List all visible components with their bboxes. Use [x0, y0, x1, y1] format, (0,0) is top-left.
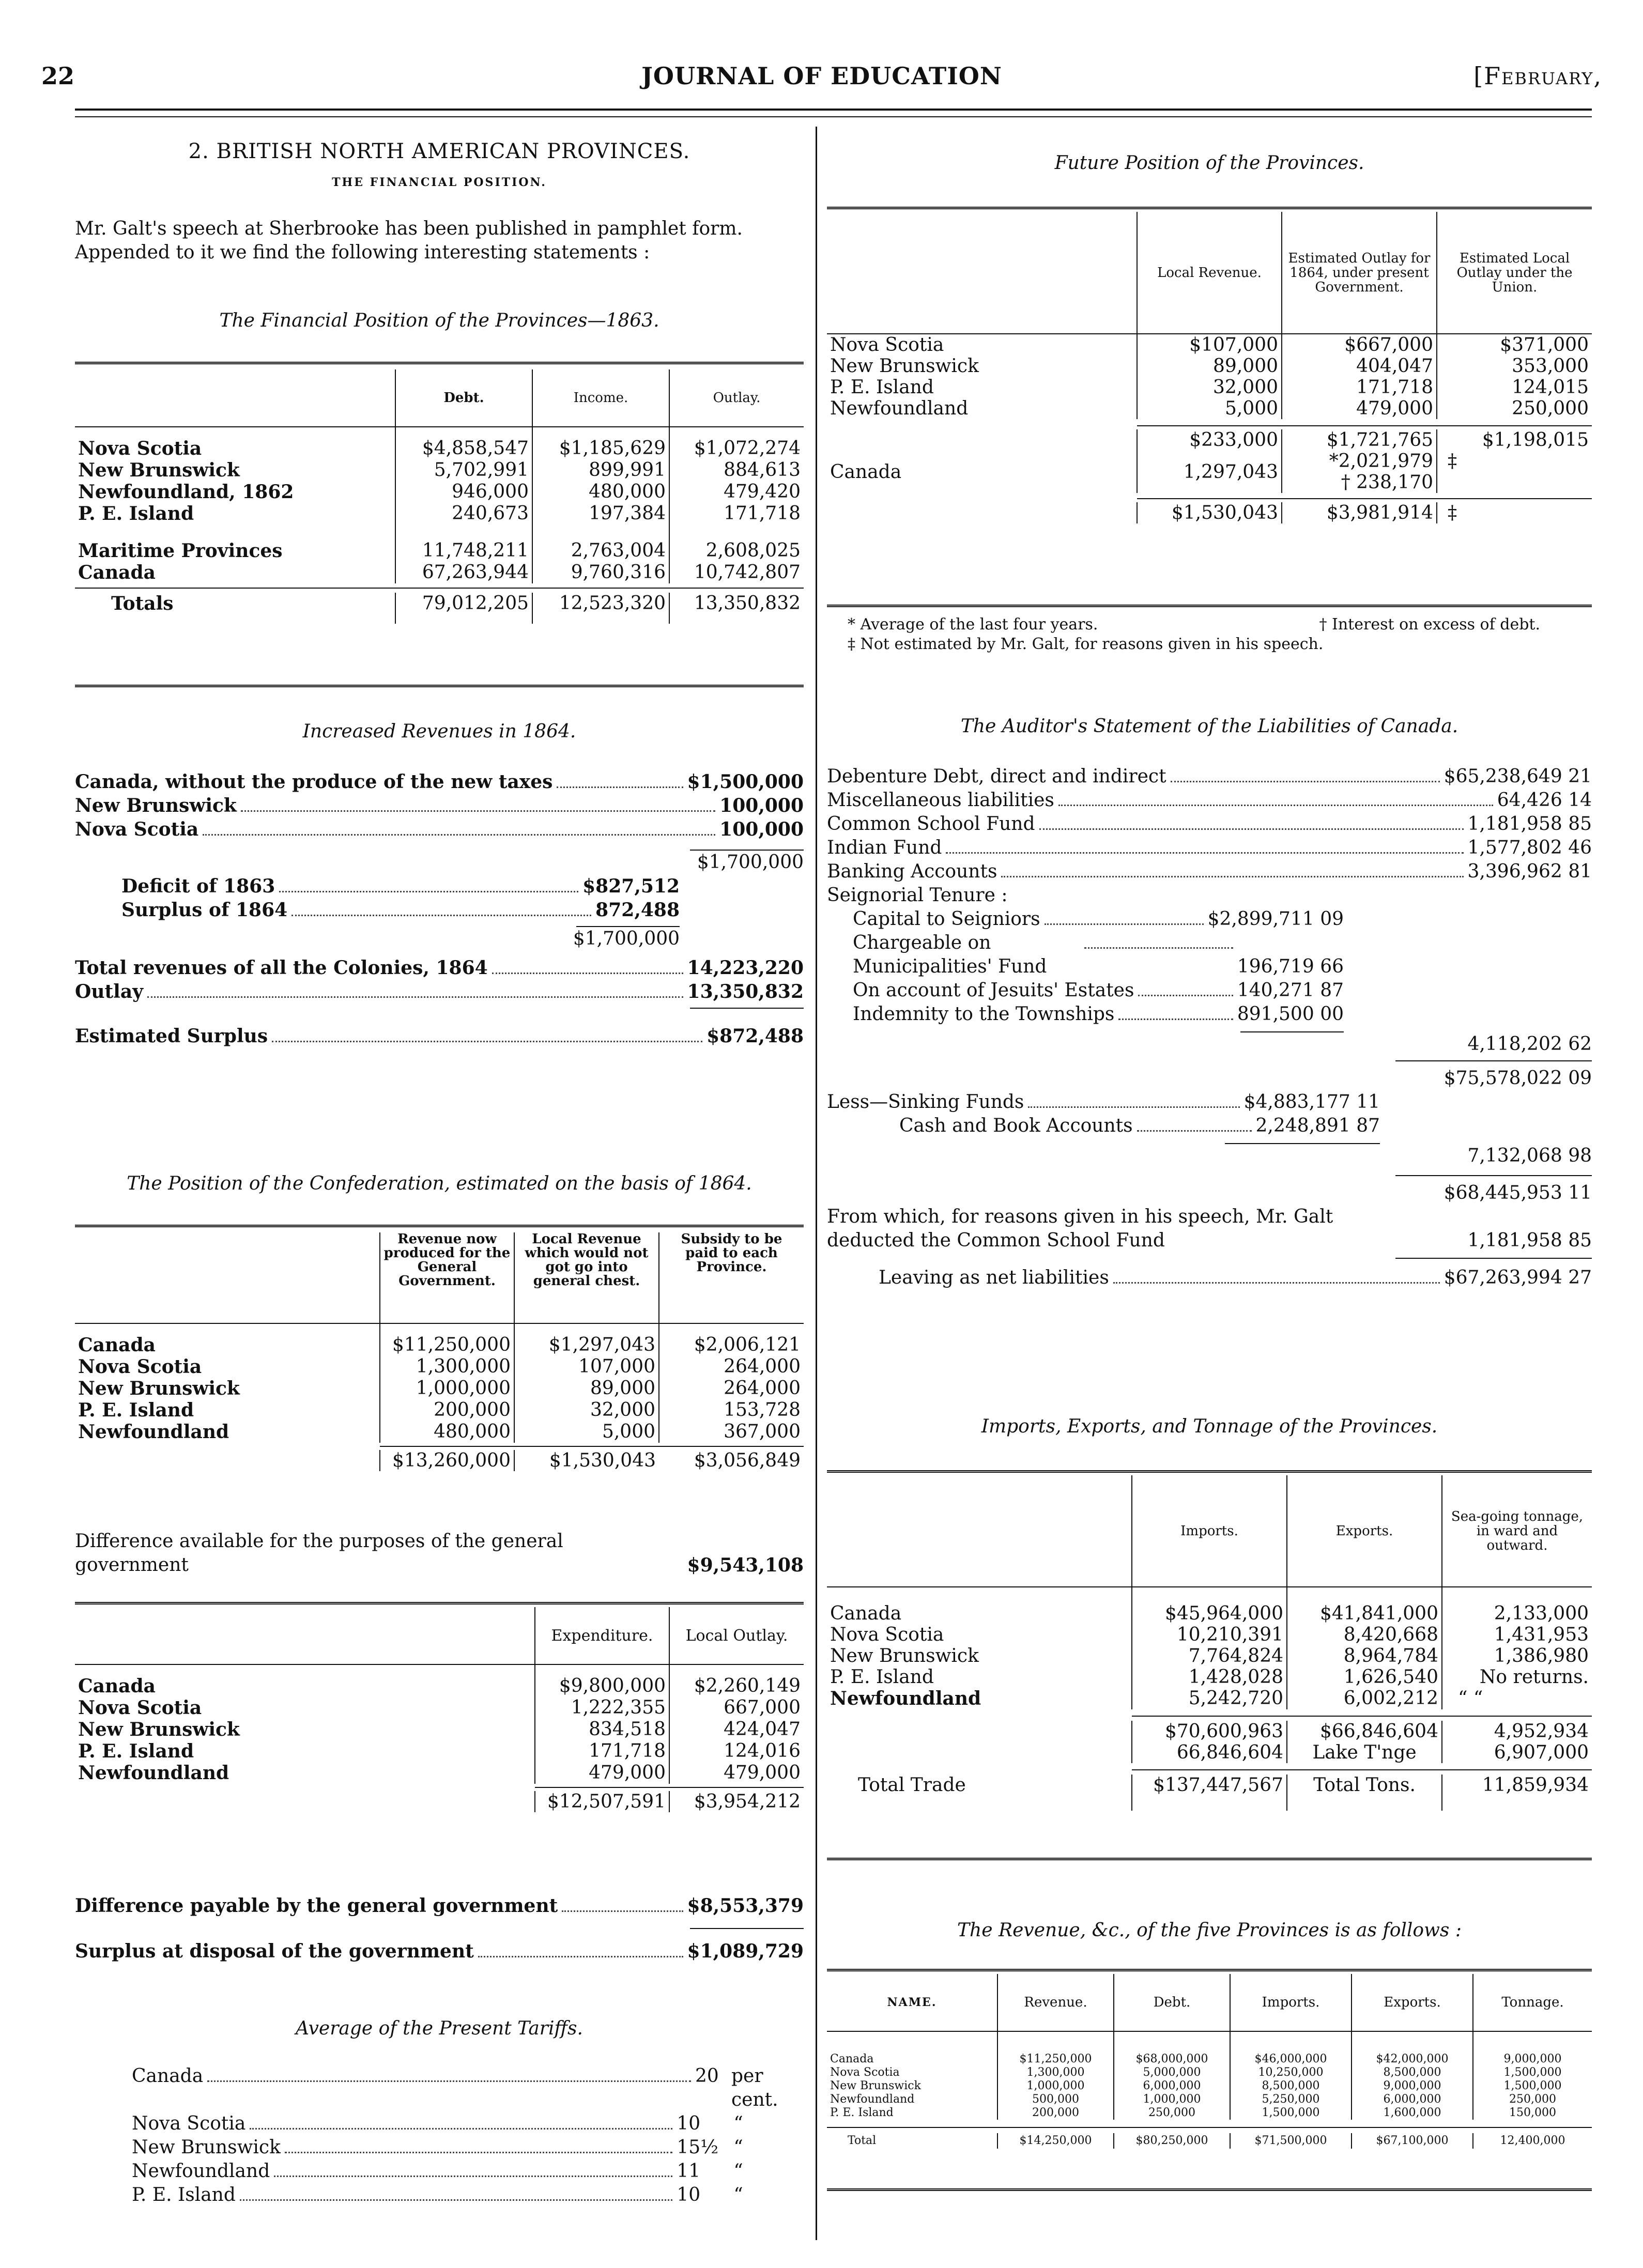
list-item: Less—Sinking Funds $4,883,177 11	[827, 1091, 1380, 1113]
future-position-title: Future Position of the Provinces.	[1054, 152, 1364, 174]
column-header: Expenditure.	[535, 1607, 669, 1664]
list-item: Common School Fund 1,181,958 85	[827, 813, 1592, 835]
table-row: Newfoundland 5,242,720 6,002,212 “ “	[827, 1688, 1592, 1709]
list-item: Nova Scotia 10 “	[132, 2113, 743, 2134]
increased-revenues-block	[75, 770, 804, 1048]
table-row: New Brunswick 1,000,000 89,000 264,000	[75, 1378, 804, 1399]
subtotal: $75,578,022 09	[1444, 1068, 1592, 1089]
table-header-row	[827, 212, 1592, 333]
table-row: Nova Scotia 10,210,391 8,420,668 1,431,953	[827, 1624, 1592, 1645]
column-header: Imports.	[1230, 1974, 1352, 2031]
column-header: Local Revenue which would not got go into general chest.	[514, 1232, 659, 1323]
list-item: Indian Fund 1,577,802 46	[827, 837, 1592, 858]
list-item: Indemnity to the Townships 891,500 00	[853, 1004, 1344, 1025]
column-header: Estimated Outlay for 1864, under present Government.	[1282, 212, 1437, 333]
table-row: Nova Scotia 1,222,355 667,000	[75, 1697, 804, 1719]
table-total-row: Total Trade $137,447,567 Total Tons. 11,859,934	[827, 1775, 1592, 1811]
table-rule	[827, 605, 1592, 607]
list-item: P. E. Island 10 “	[132, 2184, 743, 2205]
list-item: Banking Accounts 3,396,962 81	[827, 861, 1592, 882]
subtotal: 7,132,068 98	[1467, 1145, 1592, 1166]
table-row: P. E. Island 32,000 171,718 124,015	[827, 377, 1592, 398]
column-header: Imports.	[1132, 1475, 1287, 1586]
table-rule	[827, 2188, 1592, 2191]
table-row: P. E. Island 171,718 124,016	[75, 1740, 804, 1762]
table-row: Newfoundland 5,000 479,000 250,000	[827, 398, 1592, 419]
financial-position-table	[75, 369, 804, 624]
table-rule	[827, 1969, 1592, 1971]
column-header: NAME.	[887, 1996, 937, 2009]
table-row: P. E. Island 1,428,028 1,626,540 No returns.	[827, 1667, 1592, 1688]
column-header: Debt.	[395, 369, 532, 426]
table-row: New Brunswick 7,764,824 8,964,784 1,386,980	[827, 1645, 1592, 1667]
subtotal: $68,445,953 11	[1444, 1182, 1592, 1204]
column-header: Debt.	[1114, 1974, 1230, 2031]
table-rule	[827, 1858, 1592, 1860]
list-item: Outlay 13,350,832	[75, 981, 804, 1002]
table-row: Canada $11,250,000 $68,000,000 $46,000,000 $42,000,000 9,000,000	[827, 2053, 1592, 2066]
list-item: Surplus at disposal of the government $1,089,729	[75, 1940, 804, 1962]
list-item: Debenture Debt, direct and indirect $65,238,649 21	[827, 766, 1592, 787]
table-header-row	[75, 369, 804, 426]
table-subtotal-row: 66,846,604 Lake T'nge 6,907,000	[827, 1742, 1592, 1763]
table-rule	[75, 1602, 804, 1604]
list-item: Surplus of 1864 872,488	[121, 899, 680, 921]
table-row: Canada $11,250,000 $1,297,043 $2,006,121	[75, 1334, 804, 1356]
table-total-row: $12,507,591 $3,954,212	[75, 1791, 804, 1812]
list-item: Miscellaneous liabilities 64,426 14	[827, 790, 1592, 811]
table-row: P. E. Island 200,000 250,000 1,500,000 1,600,000 150,000	[827, 2106, 1592, 2120]
column-header: Outlay.	[669, 369, 804, 426]
list-item: New Brunswick 15½ “	[132, 2137, 743, 2158]
header-rule-thin	[75, 116, 1592, 117]
expenditure-summary	[75, 1894, 804, 1963]
table-subtotal-row: $70,600,963 $66,846,604 4,952,934	[827, 1721, 1592, 1742]
confederation-table	[75, 1232, 804, 1471]
table-row: P. E. Island 240,673 197,384 171,718	[75, 503, 804, 524]
page-header	[41, 57, 1602, 103]
column-header: Tonnage.	[1473, 1974, 1592, 2031]
table-total-row: $1,530,043 $3,981,914 ‡	[827, 502, 1592, 523]
month-label: [February,	[1473, 62, 1602, 90]
table-row: New Brunswick 89,000 404,047 353,000	[827, 356, 1592, 377]
list-item: Capital to Seigniors $2,899,711 09	[853, 908, 1344, 930]
footnote: * Average of the last four years.	[848, 615, 1098, 634]
list-item: Nova Scotia 100,000	[75, 819, 804, 840]
auditor-statement	[827, 765, 1592, 1290]
list-item: Canada, without the produce of the new taxes $1,500,000	[75, 771, 804, 793]
list-item: Total revenues of all the Colonies, 1864 14,223,220	[75, 957, 804, 979]
list-item: Canada 20 per cent.	[132, 2065, 778, 2110]
auditor-statement-title: The Auditor's Statement of the Liabilities of Canada.	[960, 716, 1458, 737]
table-rule	[75, 362, 804, 364]
table-row: Canada 1,297,043 *2,021,979 † 238,170 ‡	[827, 451, 1592, 493]
column-divider	[816, 127, 817, 2240]
list-item: From which, for reasons given in his speech, Mr. Galt deducted the Common School Fund 1,181,958 85	[827, 1206, 1592, 1251]
financial-position-title: The Financial Position of the Provinces—1863.	[219, 310, 659, 331]
column-header: Revenue now produced for the General Government.	[380, 1232, 514, 1323]
table-row: New Brunswick 5,702,991 899,991 884,613	[75, 459, 804, 481]
confederation-difference: Difference available for the purposes of the general government $9,543,108	[75, 1531, 804, 1576]
table-row: Newfoundland 480,000 5,000 367,000	[75, 1421, 804, 1443]
five-provinces-title: The Revenue, &c., of the five Provinces is as follows :	[957, 1920, 1462, 1941]
tariffs-title: Average of the Present Tariffs.	[296, 2018, 583, 2039]
subtotal: $1,700,000	[573, 928, 680, 949]
list-item: Newfoundland 11 “	[132, 2161, 743, 2182]
table-row: Newfoundland, 1862 946,000 480,000 479,420	[75, 481, 804, 503]
column-header: Subsidy to be paid to each Province.	[659, 1232, 804, 1323]
column-header: Estimated Local Outlay under the Union.	[1437, 212, 1592, 333]
journal-title: JOURNAL OF EDUCATION	[641, 62, 1002, 90]
table-row: Newfoundland 479,000 479,000	[75, 1762, 804, 1784]
table-total-row: $13,260,000 $1,530,043 $3,056,849	[75, 1450, 804, 1471]
estimated-surplus: Estimated Surplus $872,488	[75, 1025, 804, 1047]
section-subtitle: THE FINANCIAL POSITION.	[332, 176, 547, 189]
five-provinces-table	[827, 1974, 1592, 2149]
table-total-row: Totals 79,012,205 12,523,320 13,350,832	[75, 593, 804, 624]
table-row: Nova Scotia $4,858,547 $1,185,629 $1,072,274	[75, 438, 804, 459]
subtotal: $1,700,000	[697, 852, 804, 873]
list-item: On account of Jesuits' Estates 140,271 87	[853, 980, 1344, 1001]
footnote: † Interest on excess of debt.	[1319, 615, 1540, 634]
table-row: Canada $45,964,000 $41,841,000 2,133,000	[827, 1603, 1592, 1624]
imports-exports-table	[827, 1475, 1592, 1811]
table-row: Nova Scotia 1,300,000 107,000 264,000	[75, 1356, 804, 1378]
table-total-row: Total $14,250,000 $80,250,000 $71,500,000 $67,100,000 12,400,000	[827, 2133, 1592, 2149]
table-row: Nova Scotia 1,300,000 5,000,000 10,250,000 8,500,000 1,500,000	[827, 2066, 1592, 2079]
list-item: Deficit of 1863 $827,512	[121, 875, 680, 897]
intro-paragraph: Mr. Galt's speech at Sherbrooke has been published in pamphlet form. Appended to it we find the following interesting statements :	[75, 218, 743, 263]
increased-revenues-title: Increased Revenues in 1864.	[302, 721, 576, 742]
header-rule	[75, 109, 1592, 111]
imports-exports-title: Imports, Exports, and Tonnage of the Provinces.	[981, 1416, 1438, 1437]
column-header: Revenue.	[997, 1974, 1114, 2031]
table-row: Nova Scotia $107,000 $667,000 $371,000	[827, 334, 1592, 356]
page-number: 22	[41, 62, 75, 90]
list-item: Cash and Book Accounts 2,248,891 87	[899, 1115, 1380, 1136]
column-header: Exports.	[1287, 1475, 1442, 1586]
subsection-label: Seignorial Tenure :	[827, 885, 1008, 906]
list-item: New Brunswick 100,000	[75, 795, 804, 816]
table-header-row	[827, 1974, 1592, 2031]
list-item: Difference payable by the general government $8,553,379	[75, 1895, 804, 1917]
table-rule	[827, 207, 1592, 209]
table-row: Newfoundland 500,000 1,000,000 5,250,000 6,000,000 250,000	[827, 2093, 1592, 2106]
footnotes	[848, 615, 1592, 654]
table-row: New Brunswick 834,518 424,047	[75, 1719, 804, 1740]
net-liabilities: Leaving as net liabilities $67,263,994 27	[879, 1267, 1592, 1288]
column-header: Income.	[532, 369, 669, 426]
table-rule	[75, 1225, 804, 1227]
future-position-table	[827, 212, 1592, 523]
table-header-row	[75, 1232, 804, 1323]
table-header-row	[75, 1607, 804, 1664]
table-subtotal-row: $233,000 $1,721,765 $1,198,015	[827, 429, 1592, 451]
table-rule	[75, 685, 804, 687]
subtotal: 4,118,202 62	[1467, 1033, 1592, 1055]
footnote: ‡ Not estimated by Mr. Galt, for reasons given in his speech.	[848, 635, 1324, 653]
table-row: Maritime Provinces 11,748,211 2,763,004 2,608,025	[75, 540, 804, 562]
table-row: New Brunswick 1,000,000 6,000,000 8,500,000 9,000,000 1,500,000	[827, 2079, 1592, 2093]
section-title: 2. BRITISH NORTH AMERICAN PROVINCES.	[188, 140, 690, 163]
tariffs-list	[132, 2064, 804, 2207]
list-item: Chargeable on Municipalities' Fund 196,719 66	[853, 932, 1344, 977]
table-rule	[827, 1470, 1592, 1473]
confederation-title: The Position of the Confederation, estimated on the basis of 1864.	[127, 1173, 752, 1194]
table-header-row	[827, 1475, 1592, 1586]
column-header: Local Revenue.	[1137, 212, 1282, 333]
column-header: Exports.	[1352, 1974, 1473, 2031]
table-row: Canada $9,800,000 $2,260,149	[75, 1675, 804, 1697]
table-row: Canada 67,263,944 9,760,316 10,742,807	[75, 562, 804, 583]
column-header: Sea-going tonnage, in ward and outward.	[1442, 1475, 1592, 1586]
column-header: Local Outlay.	[669, 1607, 804, 1664]
expenditure-table	[75, 1607, 804, 1812]
table-row: P. E. Island 200,000 32,000 153,728	[75, 1399, 804, 1421]
